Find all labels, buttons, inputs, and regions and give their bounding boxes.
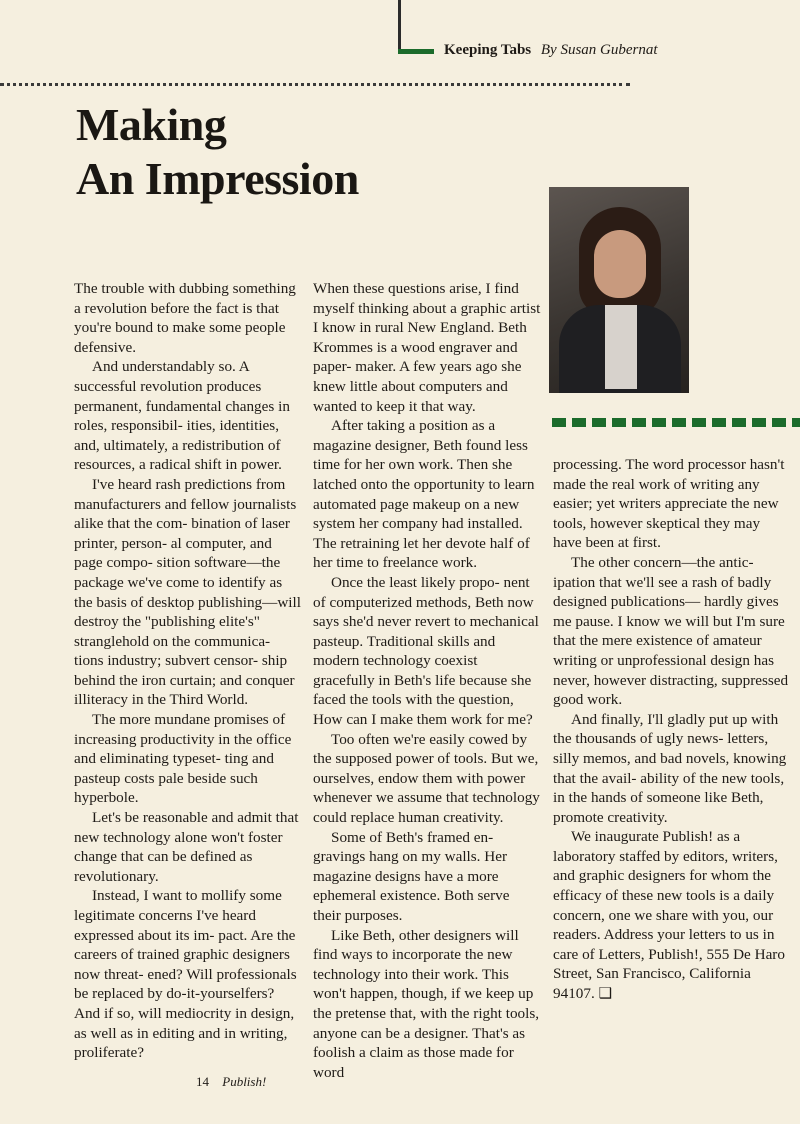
paragraph: After taking a position as a magazine designer, Beth found less time for her own work. Then she latched onto the opportunity to learn automated page makeup on a new system her company had installed. The retraining let her devote half of her time to freelance work. xyxy=(313,417,535,572)
publication-name: Publish! xyxy=(222,1074,267,1089)
dotted-divider xyxy=(0,83,630,86)
paragraph: Let's be reasonable and admit that new technology alone won't foster change that can be defined as revolutionary. xyxy=(74,809,299,885)
page-footer xyxy=(196,1074,266,1090)
paragraph: The other concern—the antic- ipation that we'll see a rash of badly designed publications— hardly gives me pause. I know we will but I'm sure that the mere existence of amateur writing or unprofessional design has never, however distracting, suppressed good work. xyxy=(553,553,789,709)
paragraph: The more mundane promises of increasing productivity in the office and eliminating typeset- ting and pasteup costs pale beside such hyperbole. xyxy=(74,711,292,807)
photo-face xyxy=(594,230,646,298)
header xyxy=(444,42,658,59)
paragraph: And finally, I'll gladly put up with the thousands of ugly news- letters, silly memos, and bad novels, knowing that the avail- ability of the new tools, in the hands of someone like Beth, promote creativity. xyxy=(553,710,787,826)
title-line-2: An Impression xyxy=(76,153,359,204)
paragraph: The trouble with dubbing something a revolution before the fact is that you're bound to make some people defensive. xyxy=(74,280,296,356)
green-dashed-rule xyxy=(552,418,800,427)
title-line-1: Making xyxy=(76,99,227,150)
photo-blouse xyxy=(605,305,637,389)
article-column-1 xyxy=(74,279,302,1063)
page-number: 14 xyxy=(196,1074,209,1089)
paragraph: Some of Beth's framed en- gravings hang on my walls. Her magazine designs have a more ephemeral existence. Both serve their purposes. xyxy=(313,828,510,924)
byline: By Susan Gubernat xyxy=(540,42,658,58)
paragraph: Too often we're easily cowed by the supposed power of tools. But we, ourselves, endow them with power whenever we assume that technology could replace human creativity. xyxy=(313,730,540,827)
header-rule-vertical xyxy=(398,0,401,52)
paragraph: We inaugurate Publish! as a laboratory staffed by editors, writers, and graphic designers for whom the efficacy of these new tools is a daily concern, one we share with you, our readers. Address your letters to us in care of Letters, Publish!, 555 De Haro Street, San Francisco, California 94107. ❑ xyxy=(553,828,785,1003)
article-column-3 xyxy=(553,455,789,1004)
article-column-2 xyxy=(313,279,541,1082)
author-photo xyxy=(549,187,689,393)
paragraph: Once the least likely propo- nent of computerized methods, Beth now says she'd never revert to mechanical pasteup. Traditional skills and modern technology coexist gracefully in Beth's life because she faced the tools with the question, How can I make them work for me? xyxy=(313,573,539,729)
article-title xyxy=(76,98,359,206)
paragraph: processing. The word processor hasn't made the real work of writing any easier; yet writers appreciate the new tools, however skeptical they may have been at first. xyxy=(553,456,785,552)
column-name: Keeping Tabs xyxy=(444,42,532,58)
paragraph: Instead, I want to mollify some legitimate concerns I've heard expressed about its im- pact. Are the careers of trained graphic designers now threat- ened? Will professionals be replaced by do-it-yourselfers? And if so, will mediocrity in design, as well as in editing and in writing, proliferate? xyxy=(74,887,297,1062)
paragraph: When these questions arise, I find myself thinking about a graphic artist I know in rural New England. Beth Krommes is a wood engraver and paper- maker. A few years ago she knew little about computers and wanted to keep it that way. xyxy=(313,280,541,415)
header-rule-accent xyxy=(398,49,434,54)
paragraph: Like Beth, other designers will find ways to incorporate the new technology into their work. This won't happen, though, if we keep up the pretense that, with the right tools, anyone can be a designer. That's as foolish a claim as those made for word xyxy=(313,926,540,1081)
paragraph: I've heard rash predictions from manufacturers and fellow journalists alike that the com- bination of laser printer, person- al computer, and page compo- sition software—the package we've come to identify as the basis of desktop publishing—will destroy the "publishing elite's" stranglehold on the communica- tions industry; subvert censor- ship behind the iron curtain; and conquer illiteracy in the Third World. xyxy=(74,475,301,709)
paragraph: And understandably so. A successful revolution produces permanent, fundamental changes in roles, responsibil- ities, identities, and, ultimately, a redistribution of resources, a radical shift in power. xyxy=(74,358,290,474)
